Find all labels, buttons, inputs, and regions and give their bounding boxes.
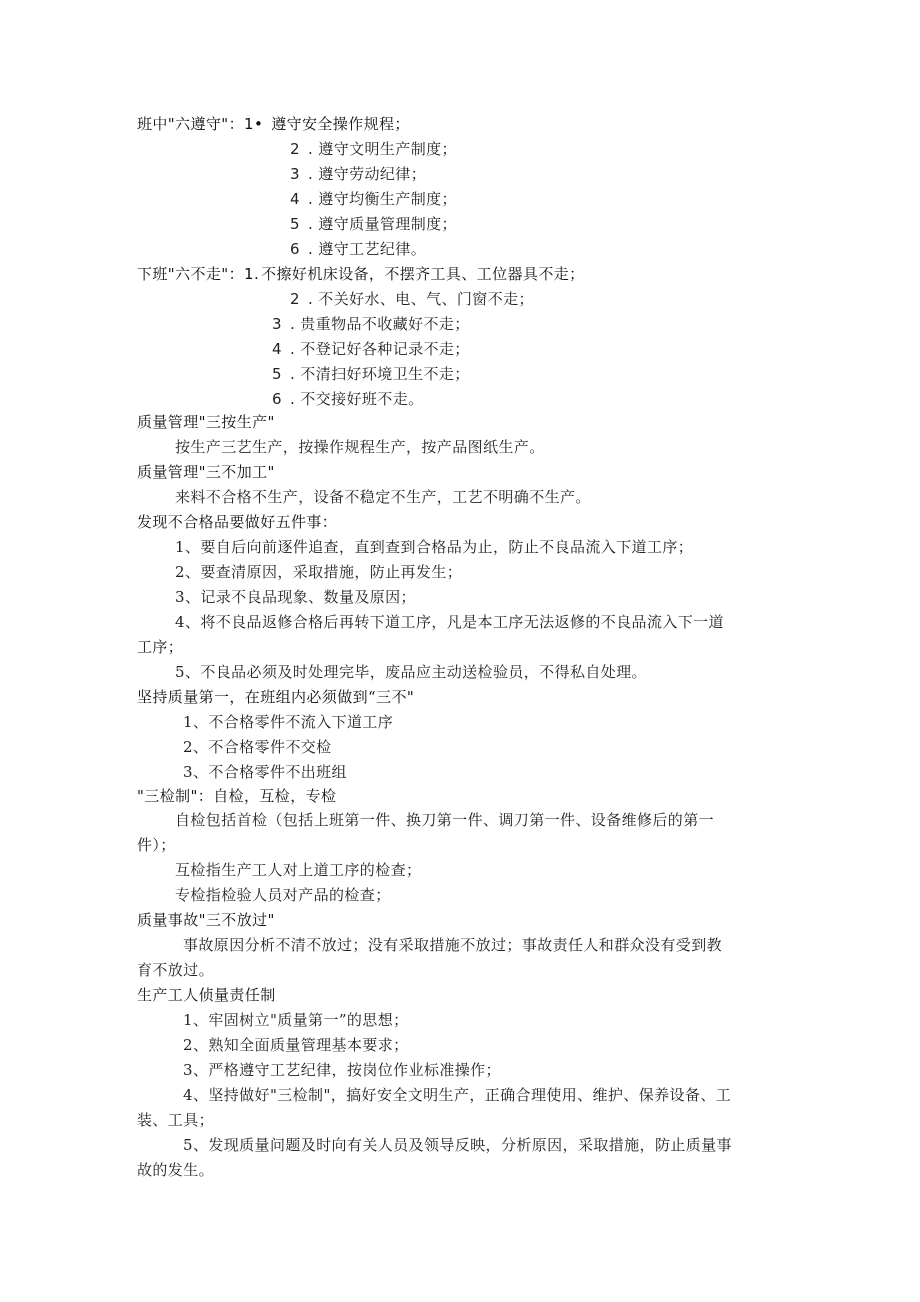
five-things-item-4-cont: 工序；	[137, 638, 184, 656]
three-check-line-1: 自检包括首检（包括上班第一件、换刀第一件、调刀第一件、设备维修后的第一	[175, 811, 715, 829]
six-not-leave-num-2: 2	[290, 290, 300, 308]
five-things-item-5: 5、不良品必须及时处理完毕，废品应主动送检验员，不得私自处理。	[175, 663, 647, 681]
six-comply-item-1: 遵守安全操作规程；	[271, 115, 410, 133]
worker-duty-line-4-cont: 装、工具；	[137, 1111, 215, 1129]
three-by-body: 按生产三艺生产，按操作规程生产，按产品图纸生产。	[175, 438, 545, 456]
six-comply-num-6: 6	[290, 240, 300, 258]
six-comply-item-4: . 遵守均衡生产制度；	[307, 190, 457, 208]
worker-duty-line-1: 1、牢固树立"质量第一”的思想；	[183, 1011, 409, 1029]
six-comply-num-5: 5	[290, 215, 300, 233]
six-comply-item-3: . 遵守劳动纪律；	[307, 165, 427, 183]
worker-duty-title: 生产工人侦量责任制	[137, 986, 276, 1004]
worker-duty-line-4: 4、坚持做好"三检制"，搞好安全文明生产，正确合理使用、维护、保养设备、工	[183, 1086, 732, 1104]
six-comply-line-2	[290, 139, 457, 159]
three-no-let-go-line-2: 育不放过。	[137, 961, 215, 979]
six-comply-num-4: 4	[290, 190, 300, 208]
six-not-leave-line-3	[272, 314, 470, 334]
worker-duty-line-5-cont: 故的发生。	[137, 1161, 215, 1179]
three-no-let-go-line-1: 事故原因分析不清不放过；没有采取措施不放过；事故责任人和群众没有受到教	[183, 936, 723, 954]
six-comply-item-2: . 遵守文明生产制度；	[307, 140, 457, 158]
six-not-leave-num-5: 5	[272, 365, 282, 383]
six-comply-num-2: 2	[290, 140, 300, 158]
six-comply-line-3	[290, 164, 426, 184]
six-comply-line-5	[290, 214, 457, 234]
six-not-leave-num-1: 1.	[244, 265, 260, 283]
six-comply-title	[137, 114, 410, 134]
six-not-leave-num-3: 3	[272, 315, 282, 333]
six-comply-line-6	[290, 239, 426, 259]
six-not-leave-num-6: 6	[272, 390, 282, 408]
three-check-line-3: 互检指生产工人对上道工序的检查；	[175, 861, 422, 879]
six-not-leave-line-4	[272, 339, 470, 359]
six-not-leave-item-2: . 不关好水、电、气、门窗不走；	[307, 290, 534, 308]
six-not-leave-line-5	[272, 364, 470, 384]
three-no-item-2: 2、不合格零件不交检	[183, 738, 332, 756]
six-not-leave-item-5: . 不清扫好环境卫生不走；	[289, 365, 470, 383]
six-comply-title-text: 班中"六遵守"：	[137, 115, 244, 133]
five-things-item-2: 2、要查清原因，采取措施，防止再发生；	[175, 563, 463, 581]
six-not-leave-item-4: . 不登记好各种记录不走；	[289, 340, 470, 358]
three-no-title: 坚持质量第一，在班组内必须做到“三不"	[137, 688, 415, 706]
three-check-line-4: 专检指检验人员对产品的检查；	[175, 886, 391, 904]
six-not-leave-item-3: . 贵重物品不收藏好不走；	[289, 315, 470, 333]
three-by-title: 质量管理"三按生产"	[137, 413, 275, 431]
six-not-leave-title-text: 下班"六不走"：	[137, 265, 244, 283]
six-comply-num-3: 3	[290, 165, 300, 183]
three-no-let-go-title: 质量事故"三不放过"	[137, 911, 275, 929]
five-things-title: 发现不合格品要做好五件事：	[137, 513, 338, 531]
six-not-leave-title	[137, 264, 585, 284]
six-not-leave-line-2	[290, 289, 534, 309]
three-check-line-2: 件）；	[137, 836, 176, 854]
three-no-item-1: 1、不合格零件不流入下道工序	[183, 713, 394, 731]
six-not-leave-line-6	[272, 389, 424, 409]
three-check-title: "三检制"：自检，互检，专检	[137, 787, 337, 805]
six-comply-item-6: . 遵守工艺纪律。	[307, 240, 427, 258]
six-not-leave-item-1: 不擦好机床设备，不摆齐工具、工位器具不走；	[261, 265, 585, 283]
six-not-leave-item-6: . 不交接好班不走。	[289, 390, 424, 408]
five-things-item-4: 4、将不良品返修合格后再转下道工序，凡是本工序无法返修的不良品流入下一道	[175, 613, 724, 631]
three-no-process-body: 来料不合格不生产，设备不稳定不生产，工艺不明确不生产。	[175, 488, 591, 506]
worker-duty-line-5: 5、发现质量问题及时向有关人员及领导反映，分析原因，采取措施，防止质量事	[183, 1136, 732, 1154]
six-not-leave-num-4: 4	[272, 340, 282, 358]
three-no-item-3: 3、不合格零件不出班组	[183, 763, 347, 781]
six-comply-line-4	[290, 189, 457, 209]
six-comply-item-5: . 遵守质量管理制度；	[307, 215, 457, 233]
five-things-item-1: 1、要自后向前逐件追查，直到查到合格品为止，防止不良品流入下道工序；	[175, 538, 694, 556]
worker-duty-line-3: 3、严格遵守工艺纪律，按岗位作业标准操作；	[183, 1061, 501, 1079]
five-things-item-3: 3、记录不良品现象、数量及原因；	[175, 588, 416, 606]
worker-duty-line-2: 2、熟知全面质量管理基本要求；	[183, 1036, 409, 1054]
six-comply-num-1: 1•	[244, 115, 264, 133]
three-no-process-title: 质量管理"三不加工"	[137, 463, 275, 481]
